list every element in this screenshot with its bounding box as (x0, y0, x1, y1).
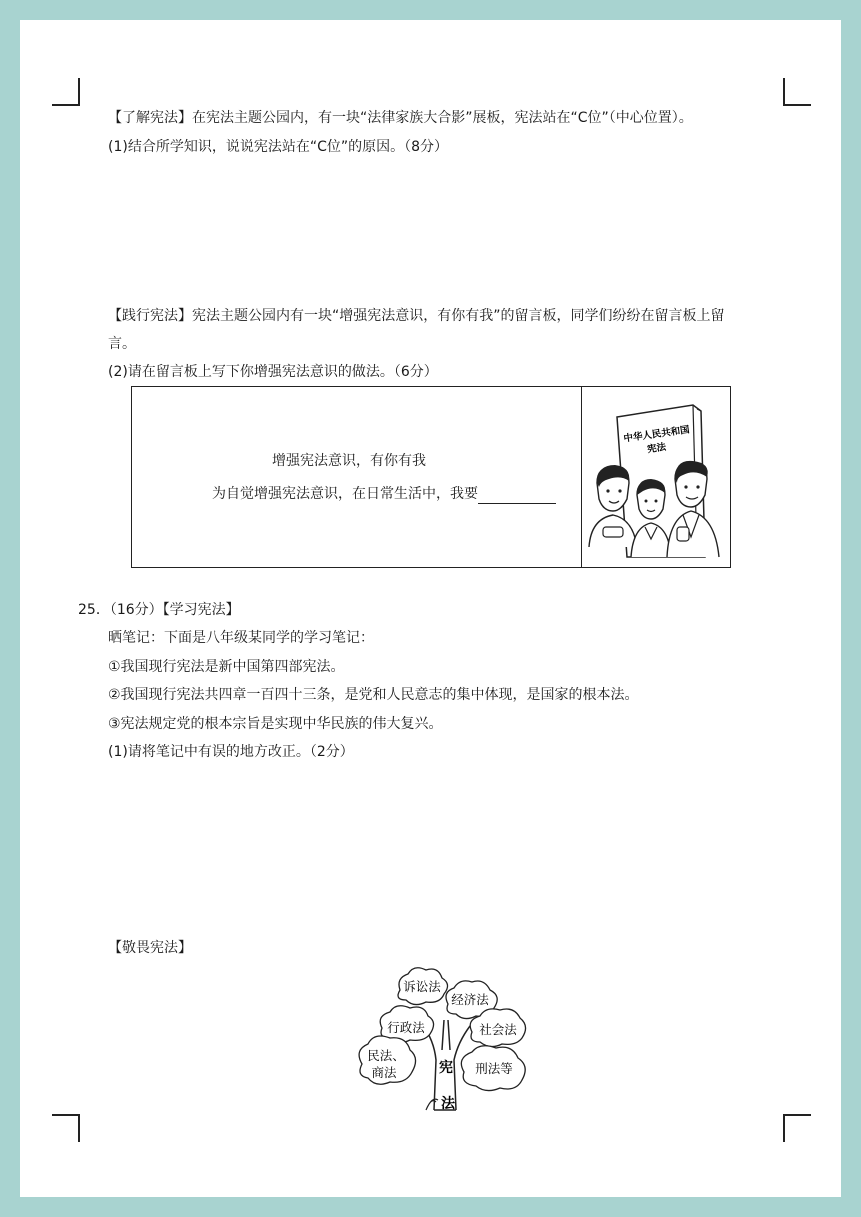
leaf-cloud-civil-commercial-law (359, 1036, 415, 1084)
leaf-civil-law-label: 民法、 (367, 1048, 405, 1063)
q25-question-1: (1)请将笔记中有误的地方改正。（2分） (108, 744, 354, 760)
crop-mark-top-right (783, 78, 811, 106)
trunk-constitution-char-1: 宪 (439, 1060, 453, 1076)
leaf-administrative-law-label: 行政法 (387, 1020, 425, 1035)
message-board (131, 386, 731, 568)
crop-mark-bottom-right (783, 1114, 811, 1142)
section-practice-heading-line2: 言。 (108, 336, 136, 352)
trunk-constitution-char-2: 法 (441, 1096, 455, 1112)
crop-mark-top-left (52, 78, 80, 106)
q25-header: 25．（16分）【学习宪法】 (78, 602, 240, 618)
leaf-social-law-label: 社会法 (479, 1022, 517, 1037)
question-1: (1)结合所学知识，说说宪法站在“C位”的原因。（8分） (108, 139, 449, 155)
section-practice-heading-line1: 【践行宪法】宪法主题公园内有一块“增强宪法意识，有你有我”的留言板，同学们纷纷在留言板上留 (108, 308, 725, 324)
message-board-title: 增强宪法意识，有你有我 (272, 453, 426, 469)
law-family-tree-diagram (352, 960, 532, 1115)
leaf-commercial-law-label: 商法 (371, 1065, 397, 1080)
leaf-cloud-litigation-law (398, 968, 448, 1005)
message-board-divider (581, 387, 582, 567)
leaf-economic-law-label: 经济法 (451, 992, 489, 1007)
question-2: (2)请在留言板上写下你增强宪法意识的做法。（6分） (108, 364, 438, 380)
section-revere-heading: 【敬畏宪法】 (108, 940, 192, 956)
leaf-cloud-criminal-law (461, 1046, 525, 1091)
q25-note-2: ②我国现行宪法共四章一百四十三条，是党和人民意志的集中体现，是国家的根本法。 (108, 687, 639, 703)
message-board-prompt-text: 为自觉增强宪法意识，在日常生活中，我要 (212, 486, 478, 502)
leaf-criminal-law-label: 刑法等 (475, 1061, 513, 1076)
book-title-line1: 中华人民共和国 (622, 424, 691, 445)
book-title-line2: 宪法 (646, 441, 667, 456)
section-understand-heading: 【了解宪法】在宪法主题公园内，有一块“法律家族大合影”展板，宪法站在“C位”（中心位置）。 (108, 110, 693, 126)
q25-note-1: ①我国现行宪法是新中国第四部宪法。 (108, 659, 345, 675)
constitution-book-illustration (583, 387, 730, 567)
q25-note-3: ③宪法规定党的根本宗旨是实现中华民族的伟大复兴。 (108, 716, 443, 732)
message-board-prompt (212, 484, 556, 504)
leaf-litigation-law-label: 诉讼法 (403, 979, 441, 994)
answer-blank[interactable] (478, 489, 556, 504)
q25-intro: 晒笔记：下面是八年级某同学的学习笔记： (108, 630, 374, 646)
crop-mark-bottom-left (52, 1114, 80, 1142)
